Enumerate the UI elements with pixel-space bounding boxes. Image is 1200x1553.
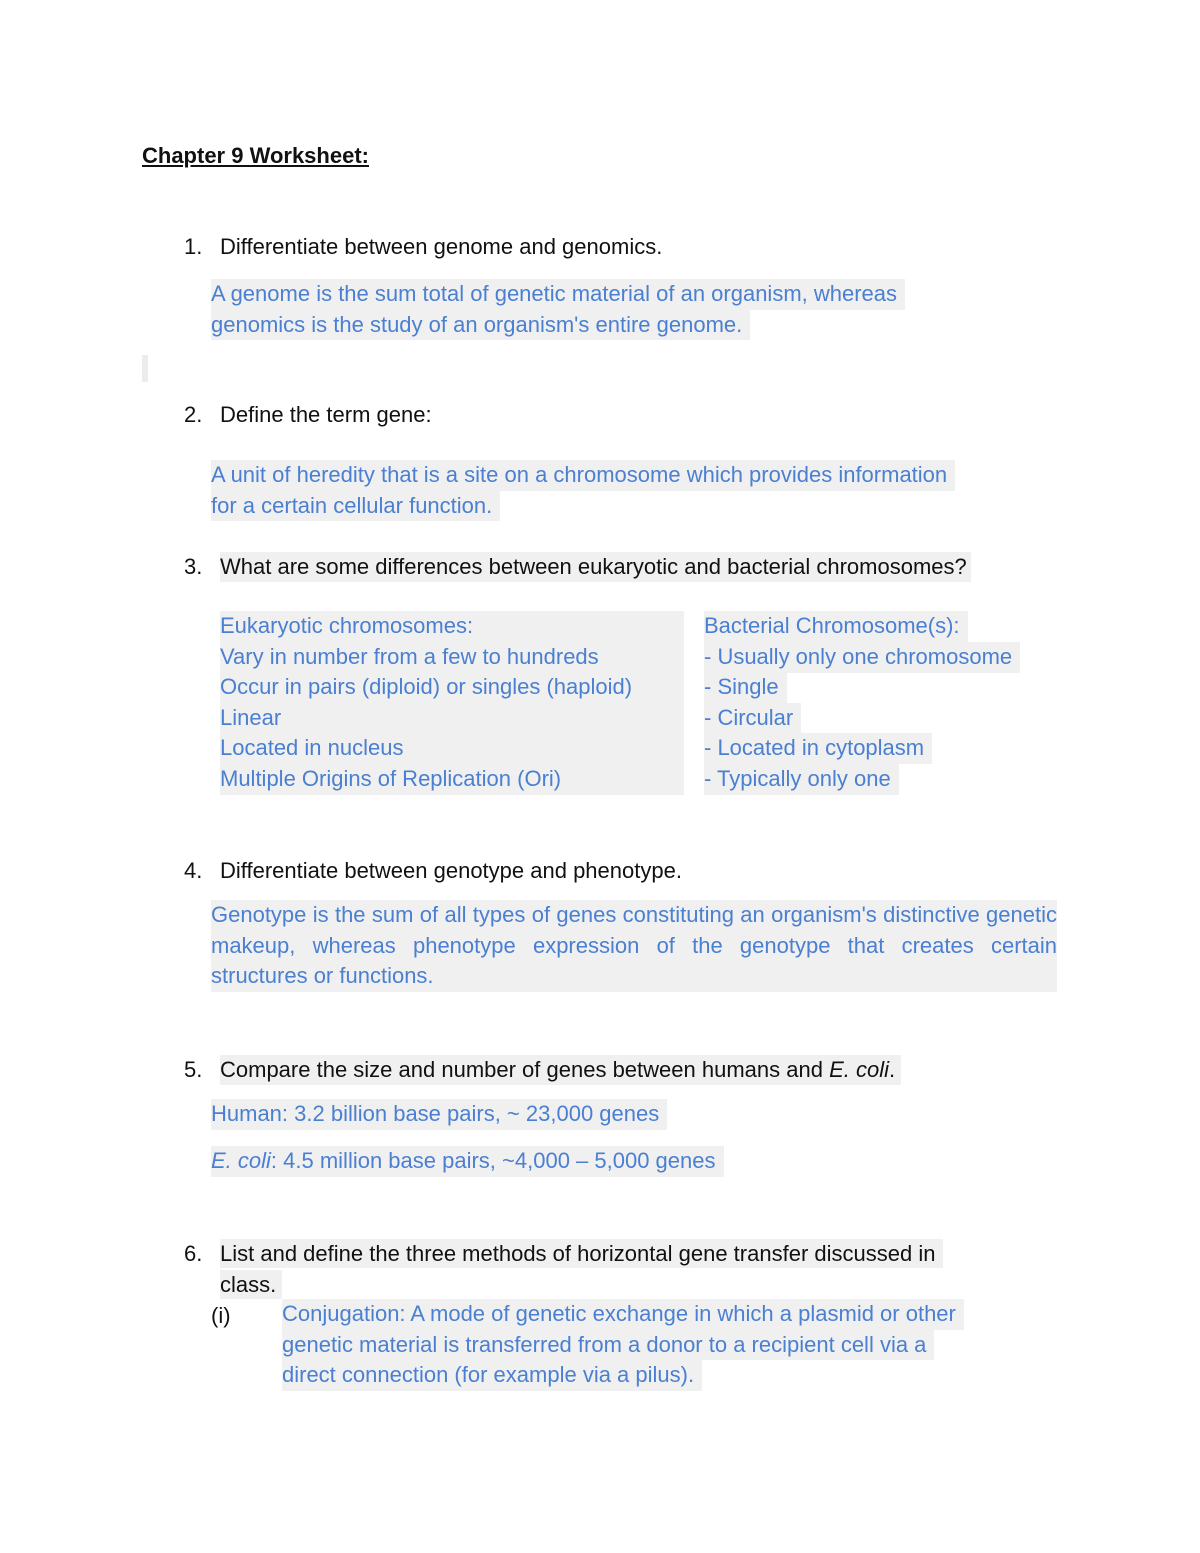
- question-1-number: 1.: [184, 234, 203, 259]
- question-1-text: Differentiate between genome and genomics.: [220, 234, 663, 259]
- answer-4: Genotype is the sum of all types of genes constituting an organism's distinctive genetic makeup, whereas phenotype expression of the genotype that creates certain structures or functions.: [211, 900, 1057, 992]
- answer-2-line-2: for a certain cellular function.: [211, 491, 500, 522]
- answer-5-ecoli-line: [211, 1146, 724, 1177]
- answer-5-ecoli-name: E. coli: [211, 1148, 271, 1173]
- question-6-line-1: List and define the three methods of horizontal gene transfer discussed in: [220, 1239, 943, 1268]
- table-cell-eukaryotic: Linear: [220, 703, 684, 734]
- item-label-i: (i): [211, 1303, 231, 1328]
- question-5-text-end: .: [888, 1057, 896, 1082]
- question-3-number: 3.: [184, 554, 203, 579]
- table-cell-bacterial: - Usually only one chromosome: [704, 642, 1020, 673]
- page-title: Chapter 9 Worksheet:: [142, 143, 369, 168]
- question-4-text: Differentiate between genotype and phenotype.: [220, 858, 682, 883]
- question-4-number: 4.: [184, 858, 203, 883]
- question-3-text: What are some differences between eukaryotic and bacterial chromosomes?: [220, 552, 971, 582]
- question-2-number: 2.: [184, 402, 203, 427]
- table-cell-bacterial: - Typically only one: [704, 764, 899, 795]
- question-5-number: 5.: [184, 1057, 203, 1082]
- question-5-text-main: Compare the size and number of genes between humans and: [220, 1057, 830, 1082]
- question-5-organism: E. coli: [829, 1057, 889, 1082]
- answer-1-line-1: A genome is the sum total of genetic material of an organism, whereas: [211, 279, 905, 310]
- answer-1: [211, 279, 905, 340]
- question-6-text: [220, 1239, 943, 1300]
- answer-5-human: [211, 1099, 667, 1130]
- answer-5-human-line: Human: 3.2 billion base pairs, ~ 23,000 genes: [211, 1099, 667, 1130]
- table-cell-eukaryotic: Multiple Origins of Replication (Ori): [220, 764, 684, 795]
- table-cell-eukaryotic: Located in nucleus: [220, 733, 684, 764]
- answer-6-line-1: Conjugation: A mode of genetic exchange in which a plasmid or other: [282, 1299, 964, 1330]
- answer-5-ecoli: [211, 1146, 724, 1177]
- answer-2-line-1: A unit of heredity that is a site on a chromosome which provides information: [211, 460, 955, 491]
- question-5-text: [220, 1055, 901, 1085]
- answer-6-item-1: [282, 1299, 964, 1391]
- answer-1-line-2: genomics is the study of an organism's entire genome.: [211, 310, 750, 341]
- margin-marker: [142, 355, 148, 382]
- question-6-number: 6.: [184, 1241, 203, 1266]
- table-header-eukaryotic: Eukaryotic chromosomes:: [220, 611, 684, 642]
- answer-5-ecoli-details: : 4.5 million base pairs, ~4,000 – 5,000 genes: [270, 1148, 716, 1173]
- table-cell-bacterial: - Single: [704, 672, 787, 703]
- answer-6-line-2: genetic material is transferred from a donor to a recipient cell via a: [282, 1330, 934, 1361]
- table-cell-eukaryotic: Vary in number from a few to hundreds: [220, 642, 684, 673]
- table-header-bacterial: Bacterial Chromosome(s):: [704, 611, 968, 642]
- question-6-line-2: class.: [220, 1270, 282, 1299]
- answer-6-line-3: direct connection (for example via a pilus).: [282, 1360, 702, 1391]
- table-cell-bacterial: - Circular: [704, 703, 801, 734]
- question-2-text: Define the term gene:: [220, 402, 432, 427]
- answer-2: [211, 460, 955, 521]
- table-cell-bacterial: - Located in cytoplasm: [704, 733, 932, 764]
- table-cell-eukaryotic: Occur in pairs (diploid) or singles (haploid): [220, 672, 684, 703]
